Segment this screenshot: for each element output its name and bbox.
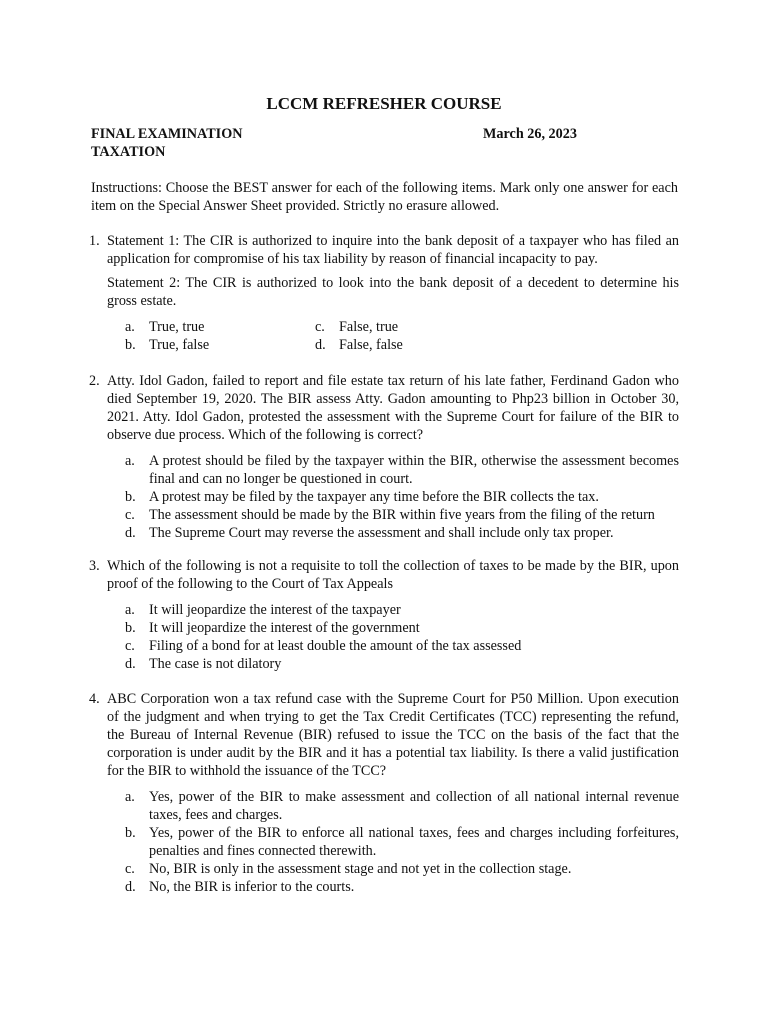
- question-statement-2: Statement 2: The CIR is authorized to look into the bank deposit of a decedent to determine his gross estate.: [107, 275, 679, 309]
- choice-d[interactable]: [125, 524, 679, 542]
- choice-letter: c.: [125, 638, 135, 654]
- choice-text: Filing of a bond for at least double the amount of the tax assessed: [149, 638, 522, 654]
- question-number: 4.: [89, 691, 100, 707]
- choice-text: A protest may be filed by the taxpayer any time before the BIR collects the tax.: [149, 489, 599, 505]
- choice-a[interactable]: [125, 601, 679, 619]
- document-title: LCCM REFRESHER COURSE: [266, 94, 502, 113]
- choice-d[interactable]: [315, 336, 505, 354]
- choice-text: The assessment should be made by the BIR within five years from the filing of the return: [149, 507, 655, 523]
- choice-letter: b.: [125, 620, 136, 636]
- question-statement-1: Statement 1: The CIR is authorized to inquire into the bank deposit of a taxpayer who has filed an application for compromise of his tax liability by reason of financial incapacity to pay.: [107, 233, 679, 267]
- choice-letter: c.: [125, 507, 135, 523]
- choice-list: [125, 601, 679, 673]
- choice-letter: d.: [125, 656, 136, 672]
- choice-text: Yes, power of the BIR to make assessment and collection of all national internal revenue taxes, fees and charges.: [149, 789, 679, 823]
- choice-text: The Supreme Court may reverse the assessment and shall include only tax proper.: [149, 525, 614, 541]
- question-number: 1.: [89, 233, 100, 249]
- choice-letter: a.: [125, 319, 135, 335]
- choice-text: True, true: [149, 319, 205, 335]
- choice-c[interactable]: [125, 506, 679, 524]
- choice-text: No, the BIR is inferior to the courts.: [149, 879, 355, 895]
- choice-b[interactable]: [125, 824, 679, 860]
- choice-letter: a.: [125, 789, 135, 805]
- choice-d[interactable]: [125, 878, 679, 896]
- question-3: [89, 557, 679, 673]
- choice-text: It will jeopardize the interest of the government: [149, 620, 420, 636]
- question-number: 2.: [89, 373, 100, 389]
- choice-c[interactable]: [125, 860, 679, 878]
- subject-label: TAXATION: [91, 144, 166, 160]
- choice-list: [125, 788, 679, 896]
- choice-b[interactable]: [125, 619, 679, 637]
- choice-list: [125, 318, 679, 354]
- question-number: 3.: [89, 558, 100, 574]
- question-2: [89, 372, 679, 542]
- choice-letter: b.: [125, 489, 136, 505]
- choice-a[interactable]: [125, 452, 679, 488]
- choice-letter: c.: [125, 861, 135, 877]
- choice-text: It will jeopardize the interest of the taxpayer: [149, 602, 401, 618]
- choice-text: False, false: [339, 337, 403, 353]
- choice-letter: b.: [125, 825, 136, 841]
- question-1: [89, 232, 679, 354]
- choice-letter: d.: [125, 525, 136, 541]
- choice-letter: b.: [125, 337, 136, 353]
- question-4: [89, 690, 679, 896]
- question-text: Atty. Idol Gadon, failed to report and file estate tax return of his late father, Ferdinand Gadon who died September 19, 2020. The BIR assess Atty. Gadon amounting to Php23 billion in October 30, 2021. Atty. Idol Gadon, protested the assessment with the Supreme Court for failure of the BIR to observe due process. Which of the following is correct?: [107, 373, 679, 443]
- choice-d[interactable]: [125, 655, 679, 673]
- choice-letter: c.: [315, 319, 325, 335]
- question-text: Which of the following is not a requisite to toll the collection of taxes to be made by the BIR, upon proof of the following to the Court of Tax Appeals: [107, 558, 679, 592]
- choice-a[interactable]: [125, 318, 315, 336]
- choice-text: Yes, power of the BIR to enforce all national taxes, fees and charges including forfeitures, penalties and fines connected therewith.: [149, 825, 679, 859]
- choice-text: True, false: [149, 337, 210, 353]
- choice-b[interactable]: [125, 336, 315, 354]
- choice-letter: d.: [125, 879, 136, 895]
- choice-text: No, BIR is only in the assessment stage and not yet in the collection stage.: [149, 861, 572, 877]
- choice-text: The case is not dilatory: [149, 656, 282, 672]
- choice-letter: d.: [315, 337, 326, 353]
- instructions: Instructions: Choose the BEST answer for each of the following items. Mark only one answer for each item on the Special Answer Sheet provided. Strictly no erasure allowed.: [91, 180, 678, 214]
- choice-c[interactable]: [125, 637, 679, 655]
- choice-c[interactable]: [315, 318, 505, 336]
- choice-text: False, true: [339, 319, 399, 335]
- question-text: ABC Corporation won a tax refund case with the Supreme Court for P50 Million. Upon execution of the judgment and when trying to get the Tax Credit Certificates (TCC) representing the refund, the Bureau of Internal Revenue (BIR) refused to issue the TCC on the basis of the fact that the corporation is under audit by the BIR and it has a potential tax liability. Is there a valid justification for the BIR to withhold the issuance of the TCC?: [107, 691, 679, 779]
- choice-list: [125, 452, 679, 542]
- choice-letter: a.: [125, 453, 135, 469]
- exam-label: FINAL EXAMINATION: [91, 126, 243, 142]
- exam-date: March 26, 2023: [483, 126, 577, 142]
- choice-a[interactable]: [125, 788, 679, 824]
- choice-b[interactable]: [125, 488, 679, 506]
- choice-letter: a.: [125, 602, 135, 618]
- choice-text: A protest should be filed by the taxpayer within the BIR, otherwise the assessment becomes final and can no longer be questioned in court.: [149, 453, 679, 487]
